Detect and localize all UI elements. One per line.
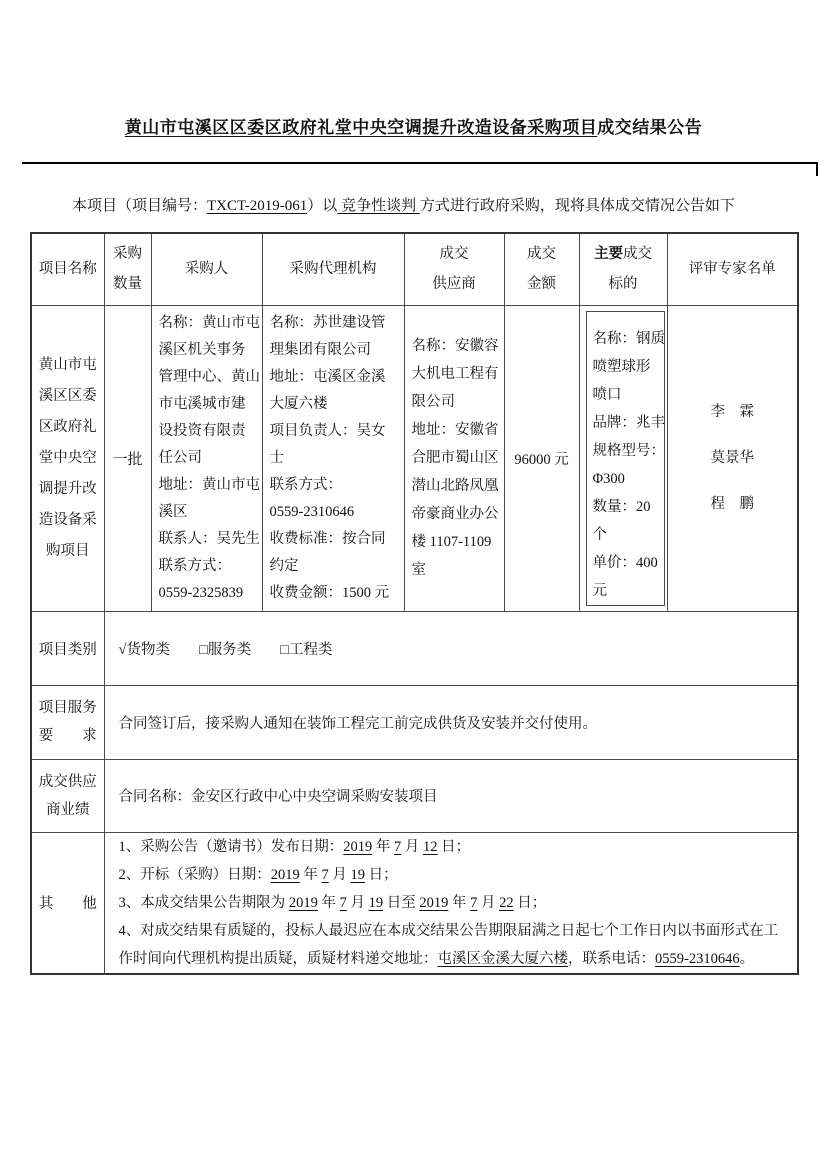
horizontal-rule — [22, 162, 818, 164]
header-supplier: 成交 供应商 — [404, 233, 504, 305]
other-label: 其 他 — [31, 832, 104, 974]
cell-main-subject — [579, 305, 667, 611]
other-content: 1、采购公告（邀请书）发布日期：2019 年 7 月 12 日； 2、开标（采购）日期：2019 年 7 月 19 日； 3、本成交结果公告期限为 2019 年 7 月 19 日至 2019 年 7 月 22 日； 4、对成交结果有质疑的，投标人最迟应在本成交结果公告期限届满之日起七个工作日内以书面形式在工 作时间向代理机构提出质疑，质疑材料递交地址：屯溪区金溪大厦六楼，联系电话：0559-2310646。 — [104, 832, 798, 974]
service-requirement-row — [31, 685, 798, 759]
page-title: 黄山市屯溪区区委区政府礼堂中央空调提升改造设备采购项目成交结果公告 — [124, 118, 703, 137]
cell-quantity: 一批 — [104, 305, 151, 611]
cell-project-name: 黄山市屯 溪区区委 区政府礼 堂中央空 调提升改 造设备采 购项目 — [31, 305, 104, 611]
procurement-result-table — [30, 232, 799, 975]
supplier-performance-row — [31, 759, 798, 832]
main-subject-box: 名称：钢质 喷塑球形 喷口 品牌：兆丰 规格型号： Φ300 数量：20 个 单价：400 元 — [586, 311, 665, 606]
table-data-row — [31, 305, 798, 611]
service-requirement-content: 合同签订后，接采购人通知在装饰工程完工前完成供货及安装并交付使用。 — [104, 685, 798, 759]
header-quantity: 采购 数量 — [104, 233, 151, 305]
header-agency: 采购代理机构 — [262, 233, 404, 305]
table-header-row — [31, 233, 798, 305]
supplier-performance-content: 合同名称：金安区行政中心中央空调采购安装项目 — [104, 759, 798, 832]
header-main-subject: 主要成交 标的 — [579, 233, 667, 305]
category-content: √货物类 □服务类 □工程类 — [104, 611, 798, 685]
cell-experts: 李 霖 莫景华 程 鹏 — [667, 305, 798, 611]
cell-amount: 96000 元 — [504, 305, 579, 611]
cell-supplier: 名称：安徽容 大机电工程有 限公司 地址：安徽省 合肥市蜀山区 潜山北路凤凰 帝豪商业办公 楼 1107-1109 室 — [404, 305, 504, 611]
horizontal-rule-end-tick — [816, 162, 818, 176]
supplier-performance-label: 成交供应 商业绩 — [31, 759, 104, 832]
category-label: 项目类别 — [31, 611, 104, 685]
header-purchaser: 采购人 — [151, 233, 262, 305]
header-experts: 评审专家名单 — [667, 233, 798, 305]
other-row — [31, 832, 798, 974]
cell-purchaser: 名称：黄山市屯 溪区机关事务 管理中心、黄山 市屯溪城市建 设投资有限责 任公司 地址：黄山市屯 溪区 联系人：吴先生 联系方式： 0559-2325839 — [151, 305, 262, 611]
intro-paragraph: 本项目（项目编号：TXCT-2019-061）以 竞争性谈判 方式进行政府采购，现将具体成交情况公告如下 — [72, 198, 735, 214]
category-row — [31, 611, 798, 685]
cell-agency: 名称：苏世建设管 理集团有限公司 地址：屯溪区金溪 大厦六楼 项目负责人：吴女 士 联系方式： 0559-2310646 收费标准：按合同 约定 收费金额：1500 元 — [262, 305, 404, 611]
service-requirement-label: 项目服务 要 求 — [31, 685, 104, 759]
header-project-name: 项目名称 — [31, 233, 104, 305]
header-amount: 成交 金额 — [504, 233, 579, 305]
